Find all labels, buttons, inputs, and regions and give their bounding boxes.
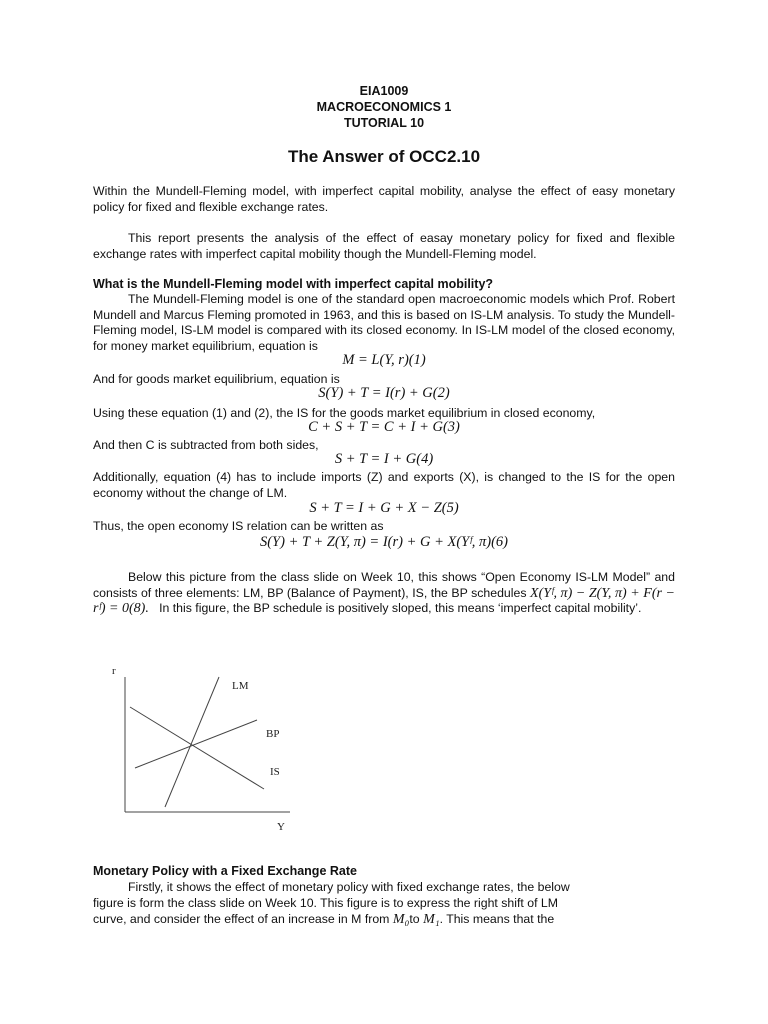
equation-4: S + T = I + G(4) xyxy=(334,451,434,467)
tutorial-number: TUTORIAL 10 xyxy=(343,116,425,130)
page-title: The Answer of OCC2.10 xyxy=(287,147,481,166)
x-axis-label: Y xyxy=(277,821,285,833)
text-additionally: Additionally, equation (4) has to include imports (Z) and exports (X), is changed to the IS for the open economy without the change of LM. xyxy=(93,470,675,500)
bp-label: BP xyxy=(266,728,280,740)
section2-line2: figure is form the class slide on Week 10. This figure is to express the right shift of LM xyxy=(93,896,558,910)
m0-symbol: M₀ xyxy=(392,912,410,927)
equation-2: S(Y) + T = I(r) + G(2) xyxy=(318,385,450,401)
text-using-equations: Using these equation (1) and (2), the IS for the goods market equilibrium in closed economy, xyxy=(93,406,596,420)
section2-line1: Firstly, it shows the effect of monetary policy with fixed exchange rates, the below xyxy=(128,880,570,894)
section2-line3-end: . This means that the xyxy=(439,912,555,926)
figure-intro-text-end: In this figure, the BP schedule is positively sloped, this means ‘imperfect capital mobility’. xyxy=(159,601,642,615)
equation-5: S + T = I + G + X − Z(5) xyxy=(309,500,459,516)
section2-line3 xyxy=(93,912,675,928)
equation-8: X(Yᶠ, π) − Z(Y, π) + F(r − rᶠ) = 0(8). xyxy=(93,585,675,616)
course-name: MACROECONOMICS 1 xyxy=(316,100,452,114)
course-code: EIA1009 xyxy=(359,84,409,98)
equation-3: C + S + T = C + I + G(3) xyxy=(308,419,460,435)
section1-paragraph: The Mundell-Fleming model is one of the standard open macroeconomic models which Prof. Robert Mundell and Marcus Fleming promoted in 1963, and this is based on IS-LM analysis. To study the Mundell-Fleming model, IS-LM model is compared with its closed economy. In IS-LM model of the closed economy, for money market equilibrium, equation is xyxy=(93,292,675,353)
section2-heading: Monetary Policy with a Fixed Exchange Rate xyxy=(93,864,357,878)
figure-intro-text: Below this picture from the class slide on Week 10, this shows “Open Economy IS-LM Model” and consists of three elements: LM, BP (Balance of Payment), IS, the BP schedules xyxy=(93,570,675,600)
figure-intro-paragraph xyxy=(93,570,675,617)
is-label: IS xyxy=(270,766,280,778)
text-subtract-c: And then C is subtracted from both sides, xyxy=(93,438,319,452)
text-goods-market: And for goods market equilibrium, equation is xyxy=(93,372,340,386)
text-thus: Thus, the open economy IS relation can be written as xyxy=(93,519,384,533)
equation-1: M = L(Y, r)(1) xyxy=(342,352,426,368)
is-lm-bp-figure xyxy=(92,657,292,842)
bp-curve xyxy=(135,720,257,768)
intro-paragraph: This report presents the analysis of the effect of easay monetary policy for fixed and flexible exchange rates with imperfect capital mobility though the Mundell-Fleming model. xyxy=(93,231,675,261)
is-lm-bp-diagram xyxy=(92,657,292,842)
section1-heading: What is the Mundell-Fleming model with imperfect capital mobility? xyxy=(93,277,494,291)
y-axis-label: r xyxy=(112,665,116,677)
to-word: to xyxy=(409,912,420,926)
is-curve xyxy=(130,707,264,789)
section2-line3-text: curve, and consider the effect of an increase in M from xyxy=(93,912,390,926)
lm-label: LM xyxy=(232,680,249,692)
lm-curve xyxy=(165,677,219,807)
m1-symbol: M₁ xyxy=(423,912,440,927)
question-paragraph: Within the Mundell-Fleming model, with imperfect capital mobility, analyse the effect of easy monetary policy for fixed and flexible exchange rates. xyxy=(93,184,675,214)
equation-6: S(Y) + T + Z(Y, π) = I(r) + G + X(Yᶠ, π)(6) xyxy=(259,534,509,550)
